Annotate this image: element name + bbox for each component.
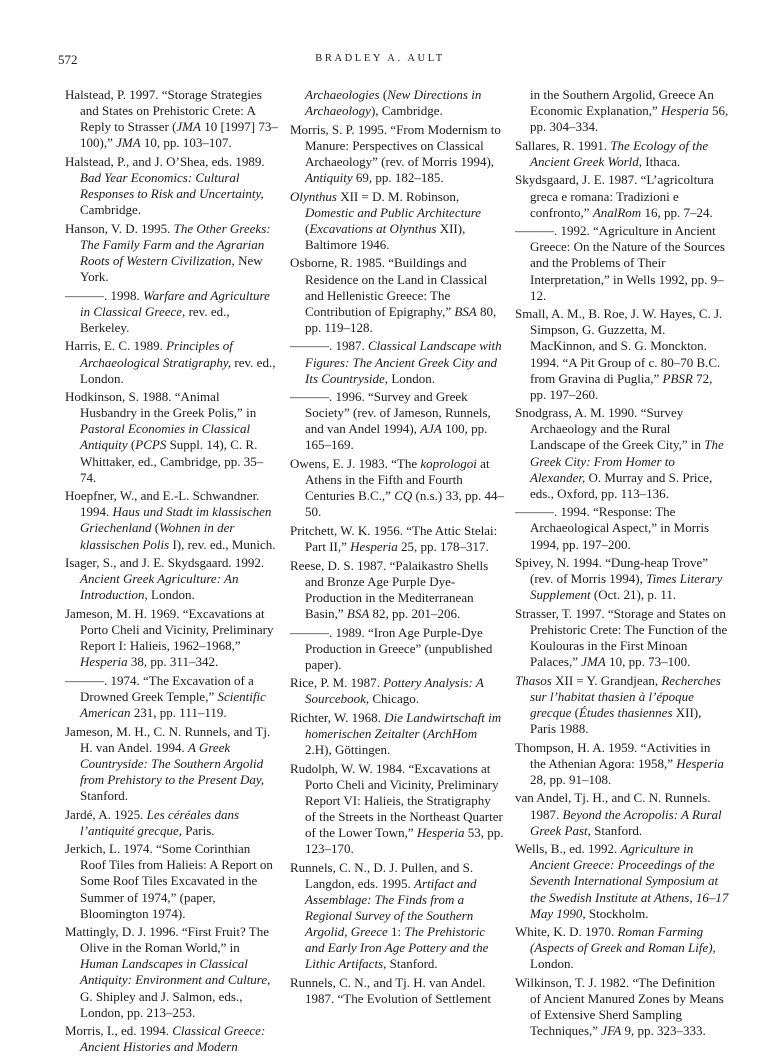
entry-text: Harris, E. C. 1989. bbox=[65, 338, 167, 354]
bibliography-entry bbox=[65, 555, 279, 603]
entry-text: ( bbox=[305, 220, 310, 236]
bibliography-entry bbox=[515, 306, 729, 403]
entry-text: Stanford. bbox=[80, 787, 129, 803]
entry-text: 16, pp. 7–24. bbox=[641, 204, 713, 220]
entry-text: Cambridge. bbox=[80, 202, 142, 218]
entry-text: I), rev. ed., Munich. bbox=[169, 536, 276, 552]
entry-text: 9, pp. 323–333. bbox=[621, 1023, 706, 1039]
italic-title-text: New Directions in Archaeology bbox=[305, 87, 482, 119]
italic-title-text: Scientific American bbox=[80, 688, 266, 720]
italic-title-text: Ancient Greek Agriculture: An Introduction, bbox=[80, 571, 239, 603]
entry-text: XII), Baltimore 1946. bbox=[305, 220, 466, 252]
bibliography-entry bbox=[290, 625, 504, 673]
entry-text: Rice, P. M. 1987. bbox=[290, 675, 384, 691]
italic-title-text: JFA bbox=[601, 1023, 622, 1039]
bibliography-entry bbox=[515, 87, 729, 135]
entry-text: Pritchett, W. K. 1956. “The Attic Stelai: Part II,” bbox=[290, 522, 498, 555]
italic-title-text: Artifact and Assemblage: The Finds from a Regional Survey of the Southern Argolid, Greece bbox=[305, 875, 477, 940]
italic-title-text: Bad Year Economics: Cultural Responses to Risk and Uncertainty, bbox=[80, 169, 264, 202]
italic-title-text: AJA bbox=[420, 421, 442, 437]
entry-text: 231, pp. 111–119. bbox=[130, 704, 227, 720]
entry-text: ( bbox=[151, 520, 160, 536]
entry-text: 100, pp. 165–169. bbox=[305, 421, 488, 453]
bibliography-entry bbox=[65, 724, 279, 804]
italic-title-text: Human Landscapes in Classical Antiquity: Environment and Culture, bbox=[80, 956, 271, 988]
entry-text: ———. 1987. bbox=[290, 338, 368, 354]
entry-text: 69, pp. 182–185. bbox=[352, 169, 444, 185]
entry-text: Reese, D. S. 1987. “Palaikastro Shells and Bronze Age Purple Dye-Production in the Mediterranean Basin,” bbox=[290, 557, 489, 621]
entry-text: New York. bbox=[80, 252, 263, 285]
bibliography-entry bbox=[515, 606, 729, 670]
entry-text: 53, pp. 123–170. bbox=[305, 825, 504, 857]
entry-text: Thompson, H. A. 1959. “Activities in the Athenian Agora: 1958,” bbox=[515, 739, 711, 771]
entry-text: Morris, I., ed. 1994. bbox=[65, 1023, 173, 1039]
bibliography-entry bbox=[65, 606, 279, 670]
italic-title-text: Olynthus bbox=[290, 188, 337, 204]
bibliography-entry bbox=[515, 223, 729, 303]
entry-text: ———. 1996. “Survey and Greek Society” (rev. of Jameson, Runnels, and van Andel 1994), bbox=[290, 389, 491, 437]
italic-title-text: PCPS bbox=[135, 437, 167, 453]
entry-text: ———. 1992. “Agriculture in Ancient Greece: On the Nature of the Sources and the Problems of Their Interpretation,” in Wells 1992, pp. 9–12. bbox=[515, 223, 725, 303]
italic-title-text: Antiquity bbox=[305, 169, 353, 185]
bibliography-entry bbox=[290, 761, 504, 858]
entry-text: ( bbox=[379, 87, 388, 102]
bibliography-entry bbox=[515, 975, 729, 1039]
entry-text: rev. ed., Berkeley. bbox=[80, 303, 230, 335]
entry-text: XII = D. M. Robinson, bbox=[336, 188, 460, 204]
entry-text: 25, pp. 178–317. bbox=[397, 539, 489, 555]
entry-text: Hodkinson, S. 1988. “Animal Husbandry in the Greek Polis,” in bbox=[65, 389, 257, 421]
italic-title-text: A Greek Countryside: The Southern Argolid from Prehistory to the Present Day, bbox=[80, 739, 265, 787]
entry-text: 56, pp. 304–334. bbox=[530, 103, 729, 135]
entry-text: Morris, S. P. 1995. “From Modernism to Manure: Perspectives on Classical Archaeology” (rev. of Morris 1994), bbox=[290, 121, 501, 169]
bibliography-entry bbox=[65, 154, 279, 218]
bibliography-entry bbox=[515, 673, 729, 737]
italic-title-text: CQ bbox=[394, 488, 413, 504]
entry-text: at Athens in the Fifth and Fourth Centuries B.C.,” bbox=[305, 456, 490, 504]
bibliography-entry bbox=[290, 710, 504, 758]
bibliography-entry bbox=[515, 504, 729, 552]
entry-text: XII), Paris 1988. bbox=[530, 704, 702, 737]
italic-title-text: The Prehistoric and Early Iron Age Pottery and the Lithic Artifacts, bbox=[305, 924, 489, 972]
italic-title-text: JMA bbox=[176, 119, 201, 135]
italic-title-text: AnalRom bbox=[592, 204, 642, 220]
entry-text: Mattingly, D. J. 1996. “First Fruit? The Olive in the Roman World,” in bbox=[65, 924, 270, 956]
bibliography-entry bbox=[290, 860, 504, 973]
italic-title-text: JMA bbox=[581, 654, 606, 670]
italic-title-text: koprologoi bbox=[420, 456, 477, 472]
italic-title-text: BSA bbox=[346, 605, 370, 621]
page-header bbox=[58, 52, 702, 72]
bibliography-entry bbox=[515, 405, 729, 502]
entry-text: Ithaca. bbox=[642, 153, 681, 169]
italic-title-text: The Other Greeks: The Family Farm and the Agrarian Roots of Western Civilization, bbox=[80, 220, 271, 268]
bibliography-entry bbox=[290, 87, 504, 119]
bibliography-entry bbox=[515, 740, 729, 788]
entry-text: (Oct. 21), p. 11. bbox=[590, 587, 677, 603]
italic-title-text: The Greek City: From Homer to Alexander, bbox=[530, 437, 724, 485]
entry-text: Stanford. bbox=[386, 956, 438, 972]
italic-title-text: BSA bbox=[454, 303, 477, 319]
italic-title-text: Hesperia bbox=[350, 539, 398, 555]
italic-title-text: Die Landwirtschaft im homerischen Zeitalter bbox=[305, 709, 502, 742]
italic-title-text: Recherches sur l’habitat thasien à l’époque grecque bbox=[530, 672, 721, 720]
italic-title-text: The Ecology of the Ancient Greek World, bbox=[530, 137, 709, 169]
entry-text: Stanford. bbox=[590, 822, 643, 838]
entry-text: ( bbox=[571, 704, 579, 720]
bibliography-column-3 bbox=[515, 87, 729, 1042]
bibliography-entry bbox=[65, 221, 279, 285]
entry-text: Paris. bbox=[182, 822, 215, 838]
bibliography-entry bbox=[515, 841, 729, 921]
entry-text: Jerkich, L. 1974. “Some Corinthian Roof Tiles from Halieis: A Report on Some Roof Tiles Excavated in the Summer of 1974,” (paper, Bloomington 1974). bbox=[65, 841, 273, 921]
entry-text: 38, pp. 311–342. bbox=[127, 654, 219, 670]
entry-text: Hanson, V. D. 1995. bbox=[65, 220, 174, 236]
italic-title-text: Classical Landscape with Figures: The Ancient Greek City and Its Countryside, bbox=[305, 338, 502, 386]
italic-title-text: Times Literary Supplement bbox=[530, 571, 723, 603]
entry-text: Wells, B., ed. 1992. bbox=[515, 841, 621, 857]
entry-text: 10 [1997] 73–100),” bbox=[80, 119, 278, 151]
entry-text: Richter, W. 1968. bbox=[290, 709, 385, 725]
entry-text: London. bbox=[530, 956, 574, 972]
entry-text: Suppl. 14), C. R. Whittaker, ed., Cambridge, pp. 35–74. bbox=[80, 437, 264, 485]
entry-text: Jameson, M. H., C. N. Runnels, and Tj. H. van Andel. 1994. bbox=[65, 723, 271, 755]
italic-title-text: Hesperia bbox=[676, 755, 724, 771]
italic-title-text: Les céréales dans l’antiquité grecque, bbox=[80, 806, 240, 838]
bibliography-entry bbox=[65, 924, 279, 1021]
entry-text: ( bbox=[419, 726, 428, 742]
entry-text: ———. 1998. bbox=[65, 287, 143, 303]
bibliography-entry bbox=[290, 456, 504, 520]
entry-text: Runnels, C. N., and Tj. H. van Andel. 1987. “The Evolution of Settlement bbox=[290, 974, 491, 1007]
italic-title-text: Agriculture in Ancient Greece: Proceedings of the Seventh International Symposium at the Swedish Institute at Athens, 16–17 May 1990, bbox=[530, 841, 729, 921]
bibliography-entry bbox=[65, 807, 279, 839]
entry-text: 72, pp. 197–260. bbox=[530, 370, 713, 402]
page-number: 572 bbox=[58, 52, 78, 67]
entry-text: Snodgrass, A. M. 1990. “Survey Archaeology and the Rural Landscape of the Greek City,” in bbox=[515, 405, 705, 453]
italic-title-text: Hesperia bbox=[661, 103, 709, 119]
running-head: BRADLEY A. AULT bbox=[315, 53, 445, 64]
bibliography-entry bbox=[290, 975, 504, 1007]
entry-text: Spivey, N. 1994. “Dung-heap Trove” (rev. of Morris 1994), bbox=[515, 555, 709, 587]
entry-text: Osborne, R. 1985. “Buildings and Residence on the Land in Classical and Hellenistic Greece: The Contribution of Epigraphy,” bbox=[290, 255, 488, 319]
italic-title-text: Warfare and Agriculture in Classical Greece, bbox=[80, 287, 270, 319]
entry-text: Rudolph, W. W. 1984. “Excavations at Porto Cheli and Vicinity, Preliminary Report VI: Halieis, the Stratigraphy of the Streets in the Northeast Quarter of the Lower Town,” bbox=[290, 760, 503, 841]
entry-text: in the Southern Argolid, Greece An Economic Explanation,” bbox=[530, 87, 714, 119]
italic-title-text: Thasos bbox=[515, 672, 552, 688]
italic-title-text: Beyond the Acropolis: A Rural Greek Past, bbox=[530, 806, 722, 838]
entry-text: Owens, E. J. 1983. “The bbox=[290, 456, 421, 472]
entry-text: 82, pp. 201–206. bbox=[369, 605, 461, 621]
bibliography-entry bbox=[290, 122, 504, 186]
entry-text: G. Shipley and J. Salmon, eds., London, pp. 213–253. bbox=[80, 988, 243, 1020]
entry-text: Skydsgaard, J. E. 1987. “L’agricoltura greca e romana: Tradizioni e confronto,” bbox=[515, 172, 714, 220]
italic-title-text: Principles of Archaeological Stratigraphy, bbox=[80, 338, 233, 370]
bibliography-entry bbox=[290, 189, 504, 253]
bibliography-entry bbox=[65, 389, 279, 486]
bibliography-entry bbox=[290, 255, 504, 335]
entry-text: 28, pp. 91–108. bbox=[530, 771, 612, 787]
entry-text: Sallares, R. 1991. bbox=[515, 137, 611, 153]
bibliography-entry bbox=[290, 558, 504, 622]
italic-title-text: Études thasiennes bbox=[578, 704, 673, 720]
bibliography-entry bbox=[290, 675, 504, 707]
entry-text: White, K. D. 1970. bbox=[515, 924, 618, 940]
entry-text: ( bbox=[127, 437, 136, 453]
entry-text: Jameson, M. H. 1969. “Excavations at Porto Cheli and Vicinity, Preliminary Report I: Halieis, 1962–1968,” bbox=[65, 605, 274, 654]
entry-text: ———. 1994. “Response: The Archaeological Aspect,” in Morris 1994, pp. 197–200. bbox=[515, 504, 710, 552]
bibliography-entry bbox=[515, 924, 729, 972]
entry-text: 10, pp. 73–100. bbox=[605, 654, 691, 670]
entry-text: Isager, S., and J. E. Skydsgaard. 1992. bbox=[65, 555, 265, 571]
italic-title-text: Pastoral Economies in Classical Antiquity bbox=[80, 421, 251, 453]
italic-title-text: Hesperia bbox=[80, 654, 128, 670]
entry-text: 80, pp. 119–128. bbox=[305, 303, 497, 335]
bibliography-entry bbox=[65, 87, 279, 151]
bibliography-entry bbox=[65, 338, 279, 386]
italic-title-text: Archaeologies bbox=[305, 87, 380, 102]
bibliography-entry bbox=[290, 338, 504, 386]
entry-text: Hoepfner, W., and E.-L. Schwandner. 1994. bbox=[65, 488, 260, 520]
italic-title-text: PBSR bbox=[662, 370, 693, 386]
bibliography-entry bbox=[290, 389, 504, 453]
bibliography-entry bbox=[515, 172, 729, 220]
entry-text: van Andel, Tj. H., and C. N. Runnels. 1987. bbox=[515, 790, 711, 822]
entry-text: Stockholm. bbox=[585, 905, 649, 921]
entry-text: (n.s.) 33, pp. 44–50. bbox=[305, 488, 504, 520]
entry-text: Runnels, C. N., D. J. Pullen, and S. Langdon, eds. 1995. bbox=[290, 859, 474, 891]
entry-text: 1: bbox=[387, 924, 405, 940]
entry-text: O. Murray and S. Price, eds., Oxford, pp. 113–136. bbox=[530, 469, 713, 501]
bibliography-entry bbox=[65, 488, 279, 552]
bibliography-entry bbox=[65, 1023, 279, 1055]
entry-text: ———. 1989. “Iron Age Purple-Dye Production in Greece” (unpublished paper). bbox=[290, 624, 493, 672]
bibliography-entry bbox=[515, 555, 729, 603]
entry-text: Small, A. M., B. Roe, J. W. Hayes, C. J. Simpson, G. Guzzetta, M. MacKinnon, and S. G. Monckton. 1994. “A Pit Group of c. 80–70 B.C. from Gravina di Puglia,” bbox=[515, 306, 723, 386]
entry-text: London. bbox=[388, 370, 436, 386]
entry-text: Jardé, A. 1925. bbox=[65, 806, 147, 822]
bibliography-entry bbox=[65, 673, 279, 721]
italic-title-text: Haus und Stadt im klassischen Griechenland bbox=[80, 504, 272, 536]
entry-text: 2.H), Göttingen. bbox=[305, 742, 391, 758]
bibliography-entry bbox=[515, 138, 729, 170]
entry-text: Strasser, T. 1997. “Storage and States on Prehistoric Crete: The Function of the Koulouras in the First Minoan Palaces,” bbox=[515, 605, 728, 670]
italic-title-text: Hesperia bbox=[416, 825, 465, 841]
entry-text: rev. ed., London. bbox=[80, 354, 276, 386]
italic-title-text: Excavations at Olynthus bbox=[309, 220, 437, 236]
bibliography-column-2 bbox=[290, 87, 504, 1010]
entry-text: Chicago. bbox=[369, 691, 419, 707]
entry-text: London. bbox=[147, 587, 195, 603]
italic-title-text: Classical Greece: Ancient Histories and Modern bbox=[80, 1023, 266, 1055]
entry-text: Halstead, P., and J. O’Shea, eds. 1989. bbox=[65, 153, 265, 169]
italic-title-text: Domestic and Public Architecture bbox=[305, 204, 482, 220]
italic-title-text: Pottery Analysis: A Sourcebook, bbox=[305, 675, 484, 707]
entry-text: 10, pp. 103–107. bbox=[140, 135, 232, 151]
entry-text: Halstead, P. 1997. “Storage Strategies and States on Prehistoric Crete: A Reply to Strasser ( bbox=[65, 87, 262, 135]
italic-title-text: Wohnen in der klassischen Polis bbox=[80, 520, 235, 552]
entry-text: ———. 1974. “The Excavation of a Drowned Greek Temple,” bbox=[65, 672, 254, 704]
entry-text: ), Cambridge. bbox=[370, 103, 443, 119]
italic-title-text: ArchHom bbox=[427, 726, 478, 742]
bibliography-entry bbox=[290, 523, 504, 555]
bibliography-entry bbox=[65, 288, 279, 336]
entry-text: Wilkinson, T. J. 1982. “The Definition of Ancient Manured Zones by Means of Extensive Sherd Sampling Techniques,” bbox=[515, 974, 724, 1039]
bibliography-entry bbox=[65, 841, 279, 921]
italic-title-text: Roman Farming (Aspects of Greek and Roman Life), bbox=[530, 924, 716, 956]
entry-text: XII = Y. Grandjean, bbox=[551, 672, 662, 688]
italic-title-text: JMA bbox=[116, 135, 141, 151]
bibliography-column-1 bbox=[65, 87, 279, 1058]
bibliography-entry bbox=[515, 790, 729, 838]
